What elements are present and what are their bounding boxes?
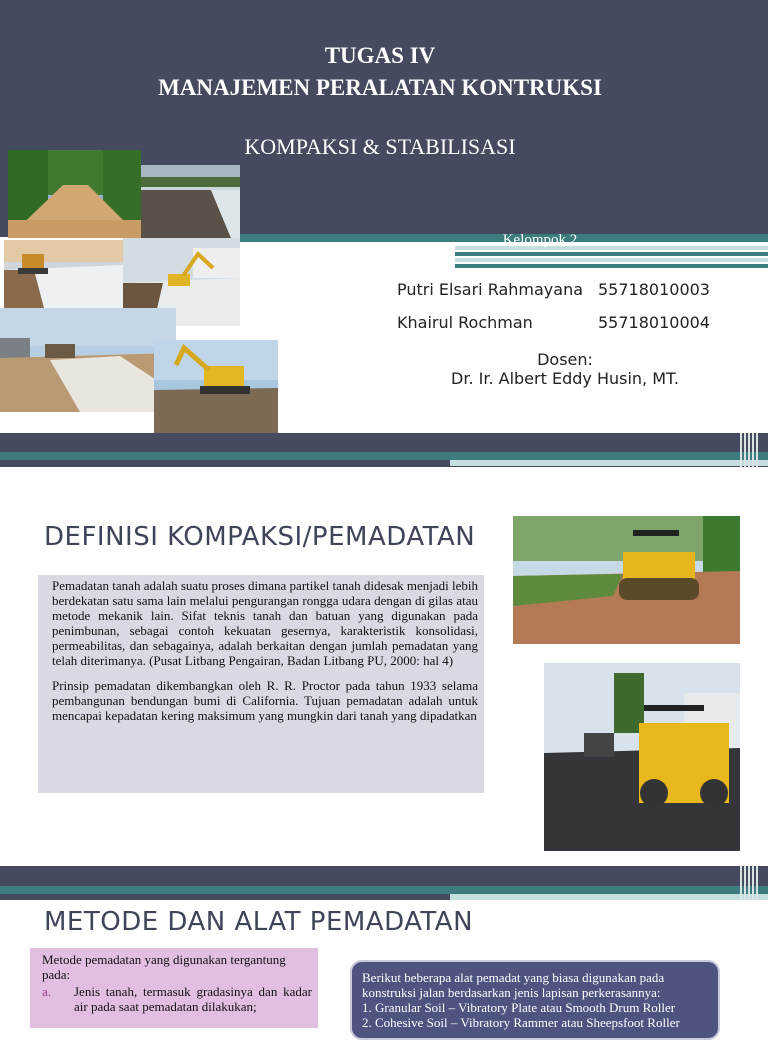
roller-photo-1	[513, 516, 740, 644]
equipment-intro: Berikut beberapa alat pemadat yang biasa digunakan pada konstruksi jalan berdasarkan jenis lapisan perkerasannya:	[362, 970, 665, 1000]
equipment-item-1: 1. Granular Soil – Vibratory Plate atau Smooth Drum Roller	[362, 1000, 676, 1015]
slide-title	[0, 40, 760, 104]
divider-2-teal	[0, 886, 768, 894]
divider-1-light	[450, 460, 768, 466]
group-label: Kelompok 2	[502, 232, 578, 248]
method-item-text: Jenis tanah, termasuk gradasinya dan kadar air pada saat pemadatan dilakukan;	[74, 984, 312, 1014]
divider-1-ticks	[740, 433, 764, 467]
road-photo-1	[8, 150, 141, 238]
member-nim-2: 55718010004	[598, 313, 710, 332]
definition-paragraph-1: Pemadatan tanah adalah suatu proses dimana partikel tanah didesak menjadi lebih berdekatan satu sama lain melalui pengurangan rongga udara dengan di gilas atau metode mekanik lain. Sifat teknis tanah dan batuan yang digunakan pada penimbunan, sebagai contoh kekuatan gesernya, karakteristik konsolidasi, permeabilitas, dan sebagainya, adalah berkaitan dengan jumlah pemadatan yang telah diterimanya. (Pusat Litbang Pengairan, Badan Litbang PU, 2000: hal 4)	[52, 578, 478, 668]
geotextile-photo	[0, 308, 176, 412]
method-box	[30, 948, 318, 1028]
lecturer-name: Dr. Ir. Albert Eddy Husin, MT.	[451, 369, 679, 388]
divider-2-ticks	[740, 866, 764, 900]
divider-2-light	[450, 894, 768, 900]
trench-photo	[141, 165, 240, 238]
title-line-1: TUGAS IV	[324, 43, 436, 68]
method-intro: Metode pemadatan yang digunakan tergantung pada:	[42, 952, 286, 982]
member-name-1: Putri Elsari Rahmayana	[397, 280, 584, 299]
divider-1-teal	[0, 452, 768, 460]
lecturer-label: Dosen:	[537, 350, 593, 369]
method-list-item	[42, 984, 312, 1014]
member-nim-1: 55718010003	[598, 280, 710, 299]
roller-photo-2	[544, 663, 740, 851]
title-line-2: MANAJEMEN PERALATAN KONTRUKSI	[158, 75, 602, 100]
definition-box	[38, 575, 484, 793]
bulldozer-photo	[4, 240, 124, 308]
list-marker: a.	[42, 984, 52, 999]
equipment-box	[350, 960, 720, 1040]
member-name-2: Khairul Rochman	[397, 313, 533, 332]
slide-subtitle: KOMPAKSI & STABILISASI	[244, 134, 516, 159]
lecturer-block	[400, 350, 730, 388]
definition-paragraph-2: Prinsip pemadatan dikembangkan oleh R. R. Proctor pada tahun 1933 selama pembangunan bendungan bumi di California. Tujuan pemadatan adalah untuk mencapai kepadatan kering maksimum yang mungkin dari tanah yang dipadatkan	[52, 678, 478, 723]
definition-heading: DEFINISI KOMPAKSI/PEMADATAN	[44, 522, 476, 552]
method-heading: METODE DAN ALAT PEMADATAN	[44, 907, 474, 937]
excavator-photo-2	[154, 340, 278, 433]
stripe-lines	[455, 246, 768, 268]
equipment-item-2: 2. Cohesive Soil – Vibratory Rammer atau Sheepsfoot Roller	[362, 1015, 680, 1030]
